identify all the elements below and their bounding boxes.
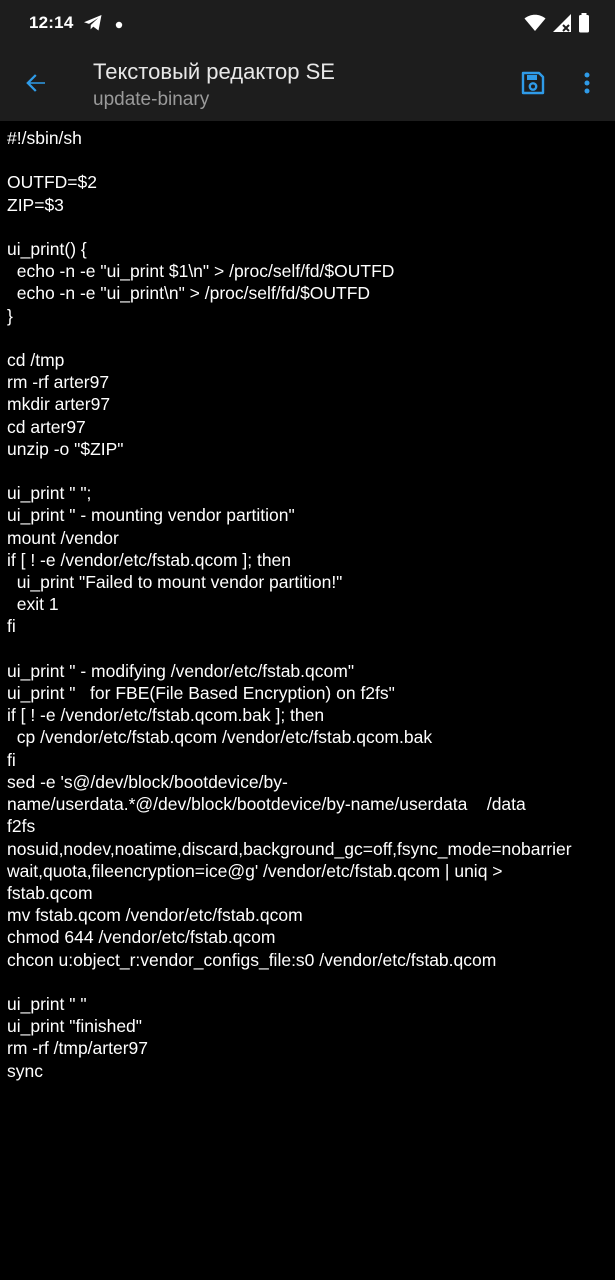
more-options-button[interactable]: [570, 62, 604, 108]
battery-icon: [578, 13, 590, 38]
text-editor[interactable]: [0, 121, 615, 1280]
notification-dot-icon: [115, 16, 123, 34]
status-left-icons: [83, 14, 123, 36]
back-button[interactable]: [13, 62, 59, 108]
editor-content[interactable]: #!/sbin/sh OUTFD=$2 ZIP=$3 ui_print() { echo -n -e "ui_print $1\n" > /proc/self/fd/$OUTFD echo -n -e "ui_print\n" > /proc/self/fd/$OUTFD } cd /tmp rm -rf arter97 mkdir arter97 cd arter97 unzip -o "$ZIP" ui_print " "; ui_print " - mounting vendor partition" mount /vendor if [ ! -e /vendor/etc/fstab.qcom ]; then ui_print "Failed to mount vendor partition!" exit 1 fi ui_print " - modifying /vendor/etc/fstab.qcom" ui_print " for FBE(File Based Encryption) on f2fs" if [ ! -e /vendor/etc/fstab.qcom.bak ]; then cp /vendor/etc/fstab.qcom /vendor/etc/fstab.qcom.bak fi sed -e 's@/dev/block/bootdevice/by- name/userdata.*@/dev/block/bootdevice/by-name/userdata /data f2fs nosuid,nodev,noatime,discard,background_gc=off,fsync_mode=nobarrier wait,quota,fileencryption=ice@g' /vendor/etc/fstab.qcom | uniq > fstab.qcom mv fstab.qcom /vendor/etc/fstab.qcom chmod 644 /vendor/etc/fstab.qcom chcon u:object_r:vendor_configs_file:s0 /vendor/etc/fstab.qcom ui_print " " ui_print "finished" rm -rf /tmp/arter97 sync: [7, 128, 572, 1081]
app-title: Текстовый редактор SE: [93, 59, 335, 84]
wifi-icon: [524, 14, 546, 37]
status-bar: [0, 0, 615, 50]
cellular-signal-icon: [552, 13, 572, 38]
status-right-icons: [524, 13, 590, 37]
arrow-back-icon: [24, 71, 48, 100]
file-name-subtitle: update-binary: [93, 89, 210, 110]
save-icon: [520, 70, 546, 101]
app-bar: [0, 50, 615, 121]
more-vert-icon: [583, 71, 591, 100]
status-time: 12:14: [29, 13, 74, 32]
telegram-icon: [83, 14, 103, 37]
save-button[interactable]: [510, 62, 556, 108]
